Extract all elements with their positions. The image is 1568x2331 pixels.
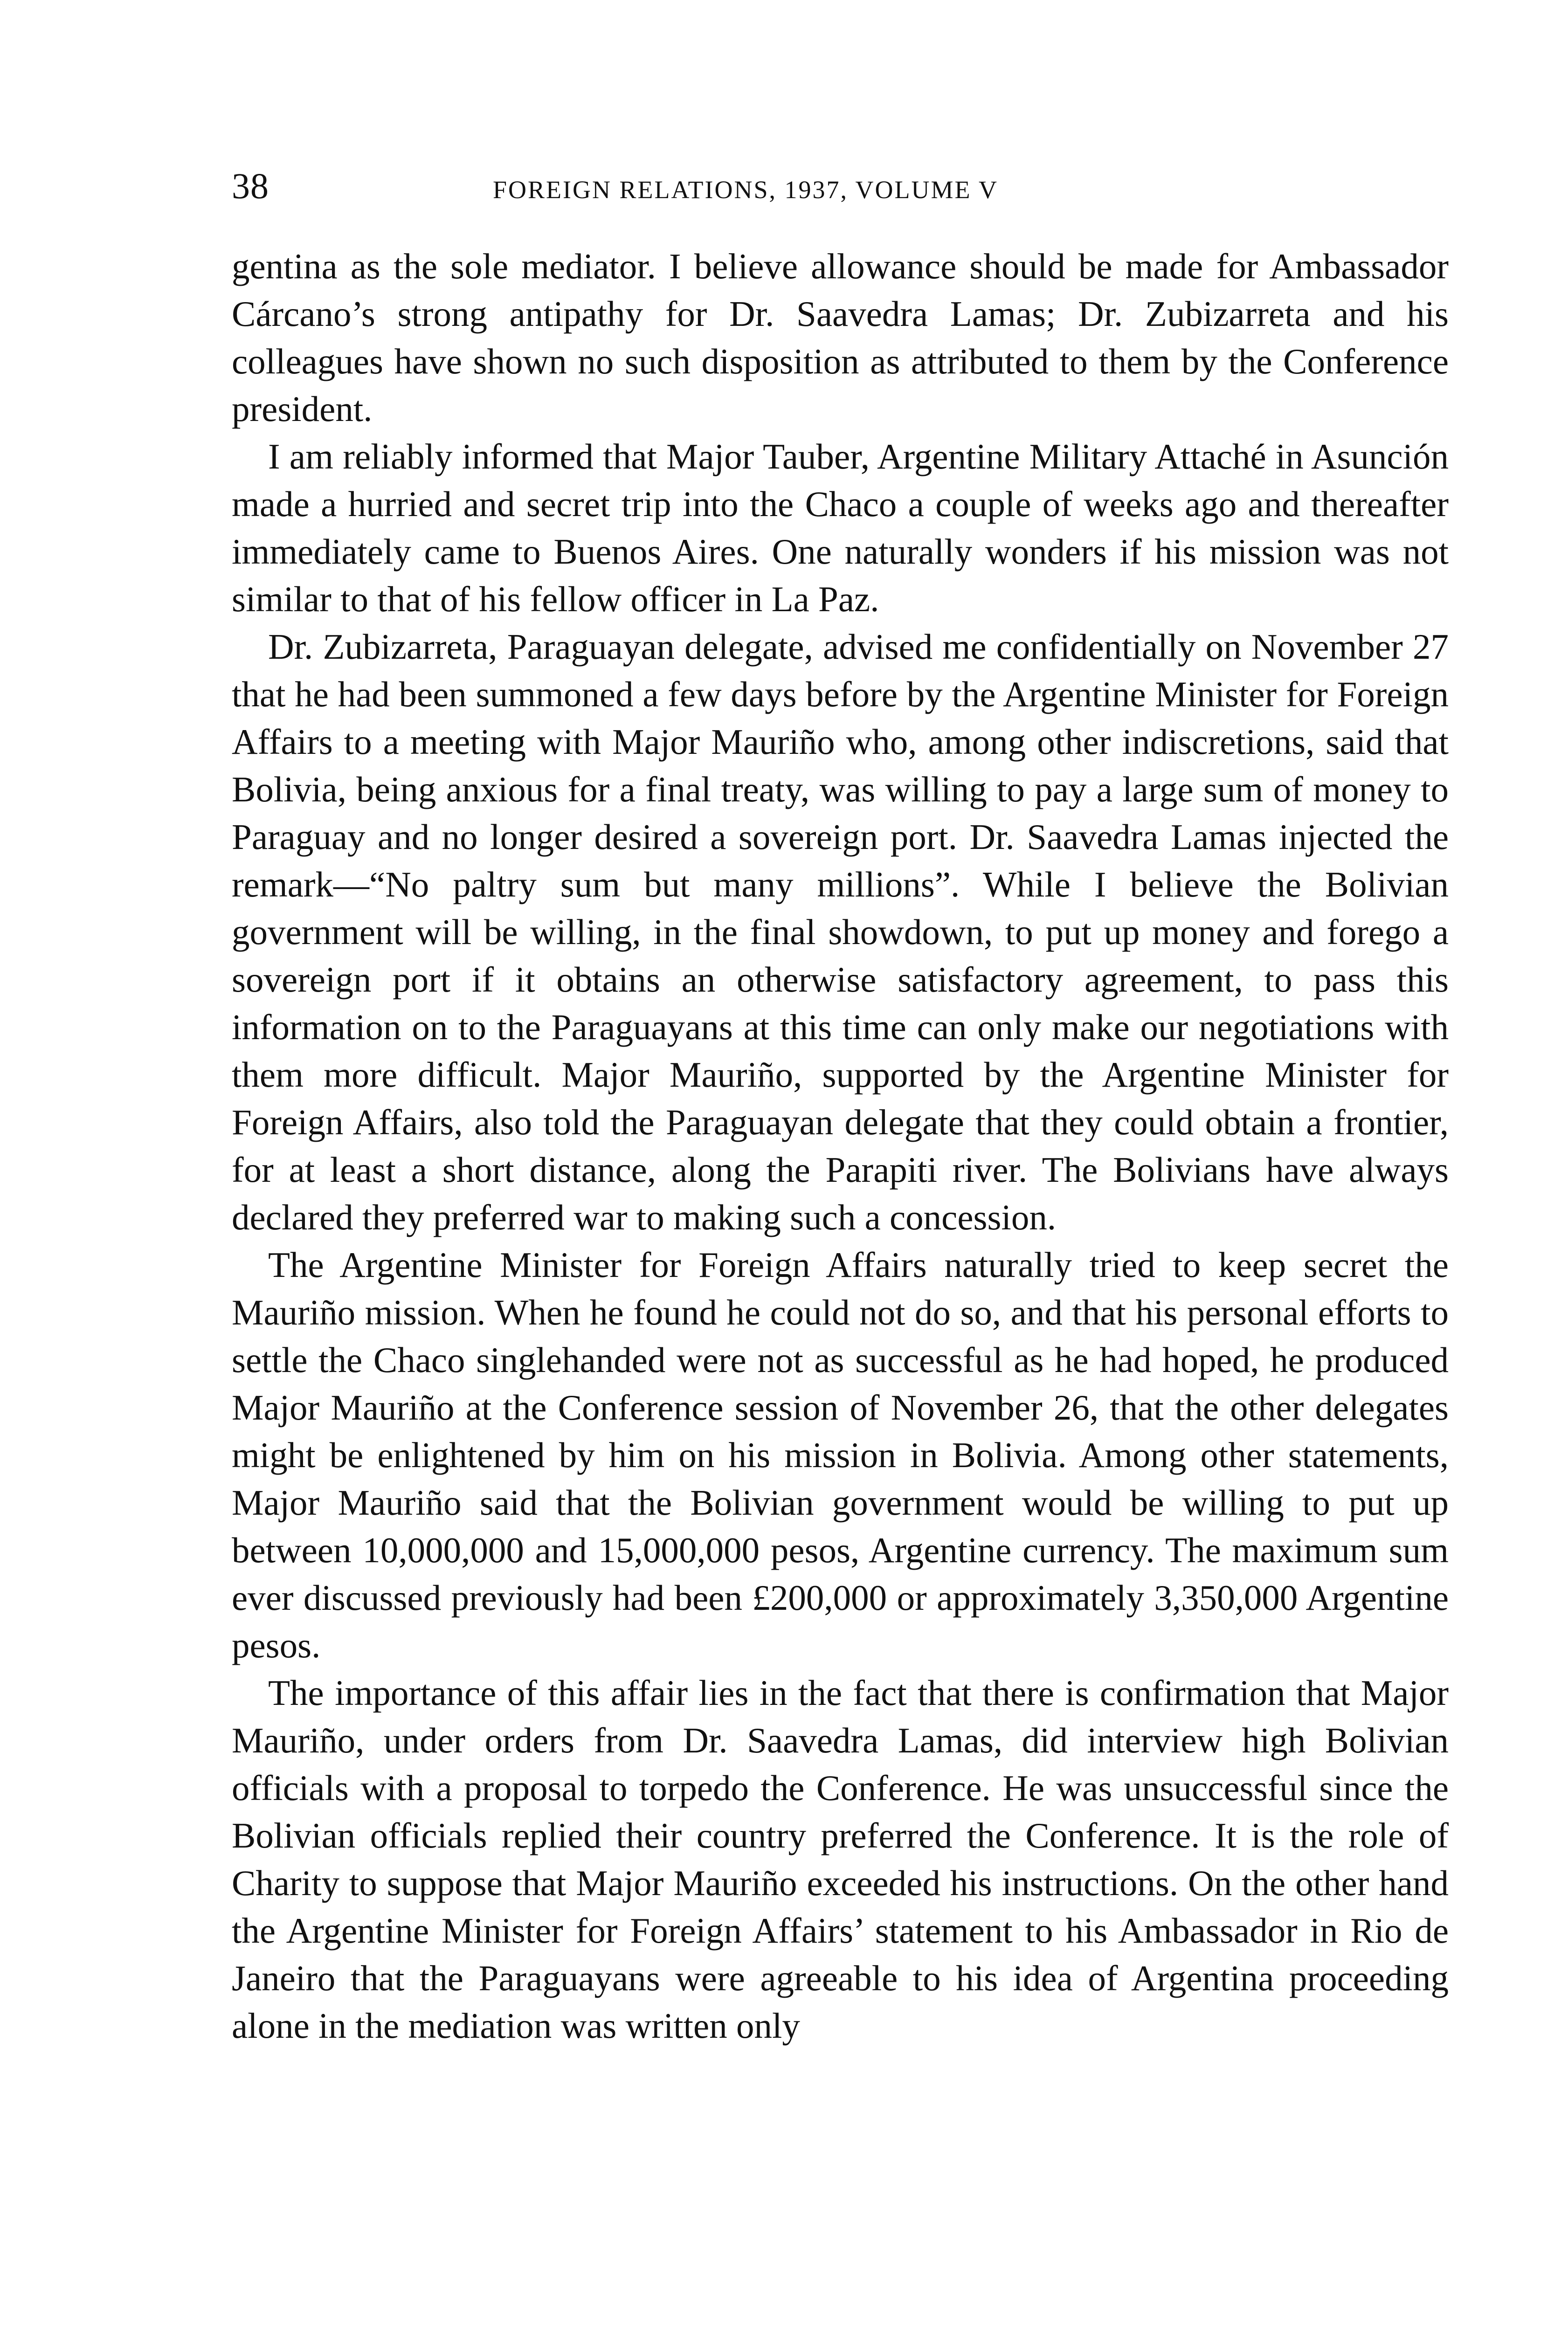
paragraph: The Argentine Minister for Foreign Affairs naturally tried to keep secret the Mauriño mission. When he found he could not do so, and that his personal efforts to settle the Chaco singlehanded were not as successful as he had hoped, he produced Major Mauriño at the Conference session of November 26, that the other delegates might be enlightened by him on his mission in Bolivia. Among other statements, Major Mauriño said that the Bolivian government would be willing to put up between 10,000,000 and 15,000,000 pesos, Argentine currency. The maximum sum ever discussed previously had been £200,000 or approximately 3,350,000 Argentine pesos. (232, 1245, 1449, 1665)
page-header (232, 160, 1449, 212)
paragraph: I am reliably informed that Major Tauber, Argentine Military Attaché in Asunción made a hurried and secret trip into the Chaco a couple of weeks ago and thereafter immediately came to Buenos Aires. One naturally wonders if his mission was not similar to that of his fellow officer in La Paz. (232, 436, 1449, 619)
paragraph: The importance of this affair lies in the fact that there is confirmation that Major Mauriño, under orders from Dr. Saavedra Lamas, did interview high Bolivian officials with a proposal to torpedo the Conference. He was unsuccessful since the Bolivian officials replied their country preferred the Conference. It is the role of Charity to suppose that Major Mauriño exceeded his instructions. On the other hand the Argentine Minister for Foreign Affairs’ statement to his Ambassador in Rio de Janeiro that the Paraguayans were agreeable to his idea of Argentina proceeding alone in the mediation was written only (232, 1673, 1449, 2046)
page-number: 38 (232, 166, 269, 206)
body-text (232, 242, 1449, 2049)
running-head: FOREIGN RELATIONS, 1937, VOLUME V (493, 176, 999, 204)
paragraph: Dr. Zubizarreta, Paraguayan delegate, advised me confidentially on November 27 that he had been summoned a few days before by the Argentine Minister for Foreign Affairs to a meeting with Major Mauriño who, among other indiscretions, said that Bolivia, being anxious for a final treaty, was willing to pay a large sum of money to Paraguay and no longer desired a sovereign port. Dr. Saavedra Lamas injected the remark—“No paltry sum but many millions”. While I believe the Bolivian government will be willing, in the final showdown, to put up money and forego a sovereign port if it obtains an otherwise satisfactory agreement, to pass this information on to the Paraguayans at this time can only make our negotiations with them more difficult. Major Mauriño, supported by the Argentine Minister for Foreign Affairs, also told the Paraguayan delegate that they could obtain a frontier, for at least a short distance, along the Parapiti river. The Bolivians have always declared they preferred war to making such a concession. (232, 627, 1449, 1237)
paragraph-continuation: gentina as the sole mediator. I believe allowance should be made for Ambassador Cárcano’s strong antipathy for Dr. Saavedra Lamas; Dr. Zubizarreta and his colleagues have shown no such disposition as attributed to them by the Conference president. (232, 246, 1449, 429)
